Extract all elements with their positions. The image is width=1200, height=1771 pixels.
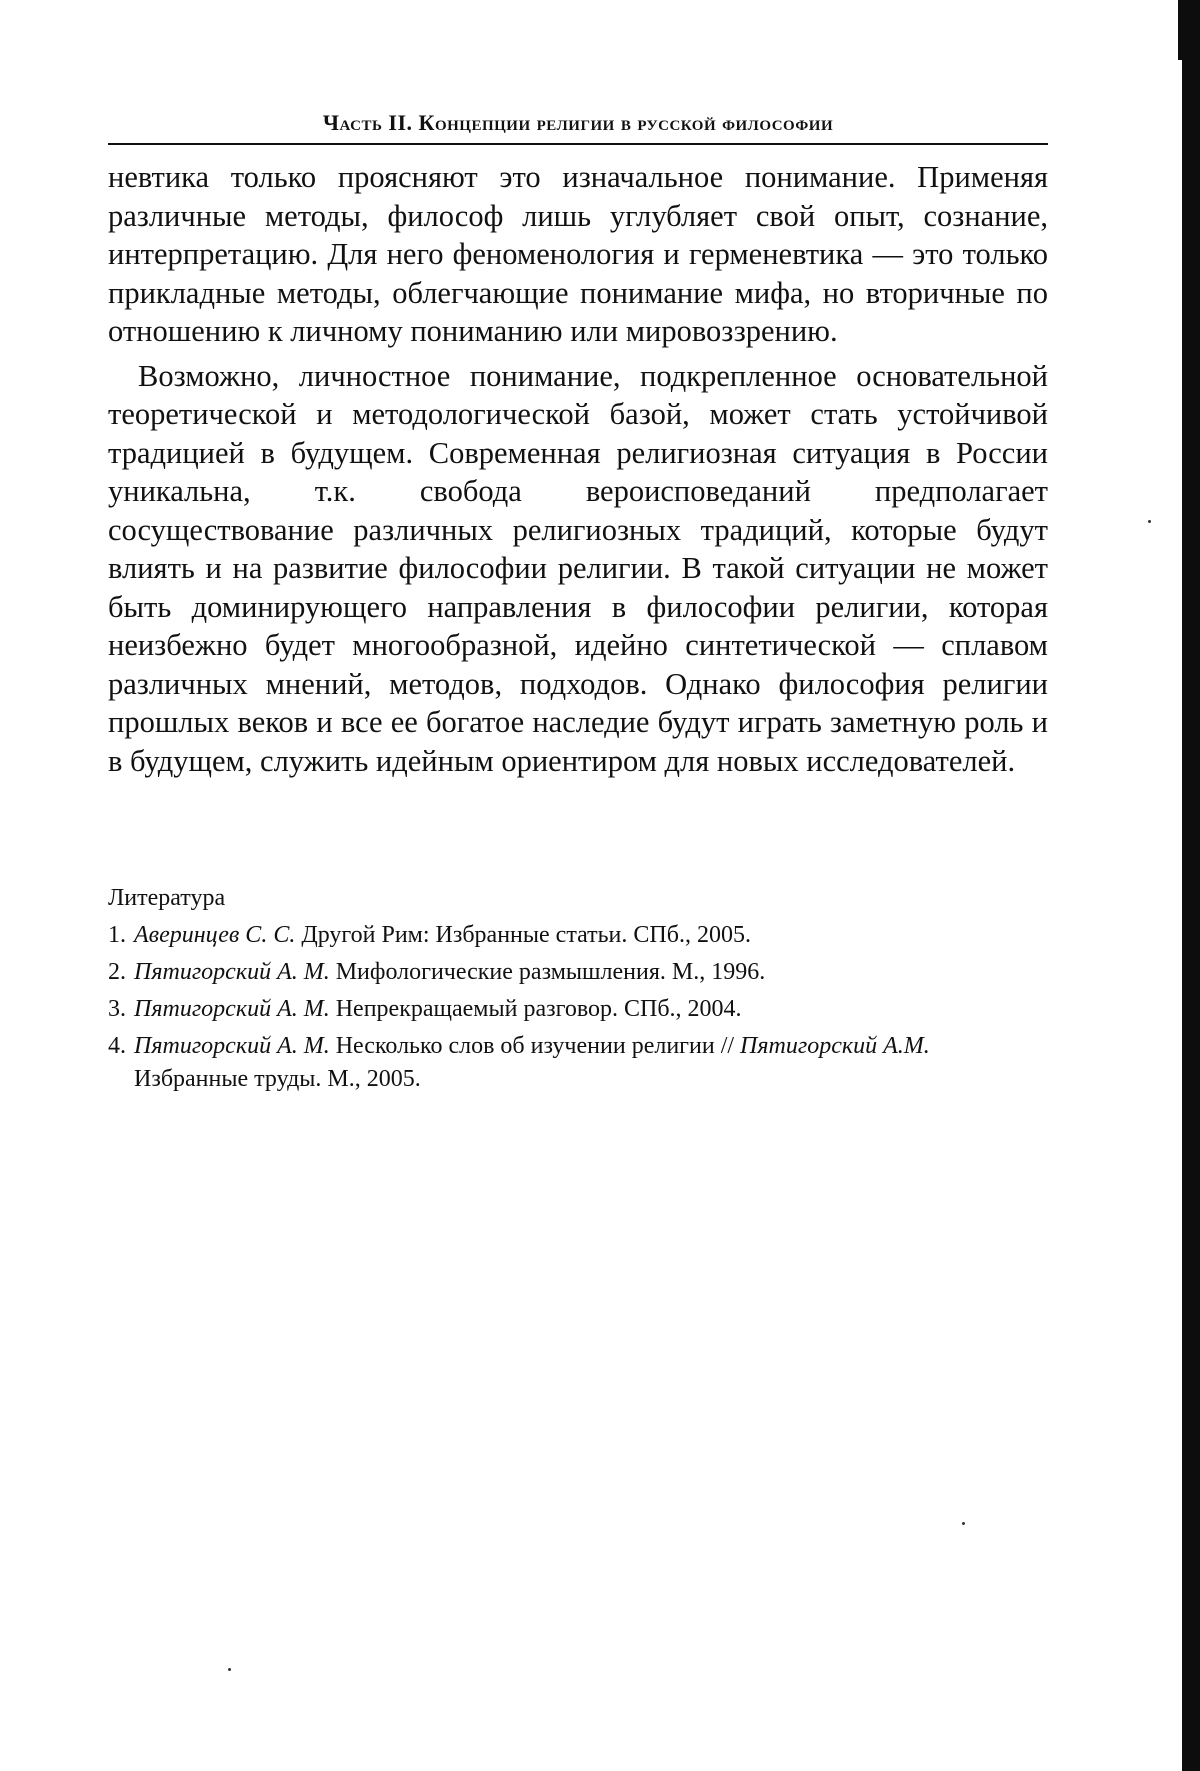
reference-text <box>134 1030 1048 1096</box>
scan-speck <box>1148 520 1151 523</box>
reference-text <box>134 919 1048 952</box>
reference-number: 1. <box>108 922 126 948</box>
reference-text <box>134 956 1048 989</box>
reference-item <box>108 919 1048 952</box>
references-section <box>108 882 1048 1100</box>
reference-item <box>108 993 1048 1026</box>
reference-text <box>134 993 1048 1026</box>
reference-item <box>108 956 1048 989</box>
reference-title: Несколько слов об изучении религии // <box>329 1033 741 1059</box>
reference-number: 4. <box>108 1033 126 1059</box>
scan-speck <box>228 1668 231 1671</box>
reference-number: 2. <box>108 959 126 985</box>
paragraph-continued: невтика только проясняют это изначальное понимание. Применяя различные методы, философ лишь углубляет свой опыт, сознание, интерпретацию. Для него феноменология и герменевтика — это только прикладные методы, облегчающие понимание мифа, но вторичные по отношению к личному пониманию или мировоззрению. <box>108 160 1048 348</box>
reference-item <box>108 1030 1048 1096</box>
reference-title-secondary: Избранные труды. М., 2005. <box>134 1066 421 1092</box>
reference-author: Пятигорский А. М. <box>134 1033 330 1059</box>
reference-title: Мифологические размышления. М., 1996. <box>329 959 766 985</box>
reference-author: Аверинцев С. С. <box>134 922 296 948</box>
reference-author: Пятигорский А. М. <box>134 959 330 985</box>
reference-title: Другой Рим: Избранные статьи. СПб., 2005. <box>295 922 751 948</box>
reference-title: Непрекращаемый разговор. СПб., 2004. <box>329 996 742 1022</box>
body-text <box>108 158 1048 780</box>
reference-author-secondary: Пятигорский А.М. <box>740 1033 930 1059</box>
header-rule <box>108 143 1048 145</box>
reference-number: 3. <box>108 996 126 1022</box>
scan-speck <box>962 1522 965 1525</box>
reference-author: Пятигорский А. М. <box>134 996 330 1022</box>
book-spine-shadow <box>1182 0 1200 1771</box>
references-title: Литература <box>108 885 226 911</box>
paragraph: Возможно, личностное понимание, подкрепленное основательной теоретической и методологической базой, может стать устойчивой традицией в будущем. Современная религиозная ситуация в России уникальна, т.к. свобода вероисповеданий предполагает сосуществование различных религиозных традиций, которые будут влиять и на развитие философии религии. В такой ситуации не может быть доминирующего направления в философии религии, которая неизбежно будет многообразной, идейно синтетической — сплавом различных мнений, методов, подходов. Однако философия религии прошлых веков и все ее богатое наследие будут играть заметную роль и в будущем, служить идейным ориентиром для новых исследователей. <box>108 358 1048 778</box>
running-head: Часть II. Концепции религии в русской философии <box>322 110 834 135</box>
